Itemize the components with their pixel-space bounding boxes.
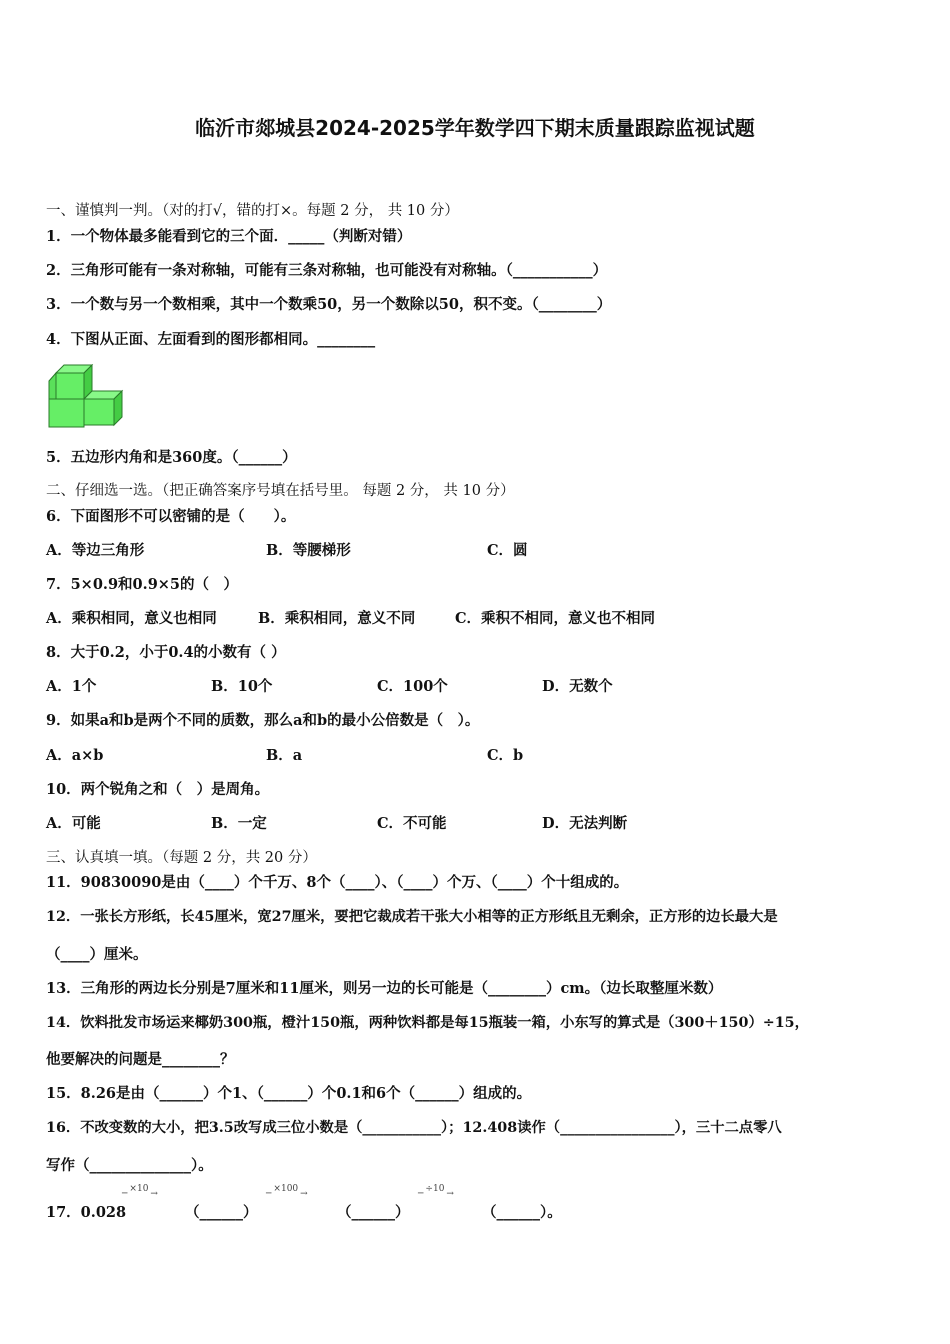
question-17-start: 17．0.028 — [46, 1204, 127, 1221]
question-6: 6．下面图形不可以密铺的是（ ）。 — [46, 508, 296, 525]
q9-option-b: B．a — [266, 747, 303, 764]
q10-option-c: C．不可能 — [377, 815, 447, 832]
q17-arrow-3-label: ÷10 — [425, 1184, 445, 1194]
q10-option-a: A．可能 — [46, 815, 101, 832]
q7-option-b: B．乘积相同，意义不同 — [258, 610, 416, 627]
question-5: 5．五边形内角和是360度。（______） — [46, 449, 297, 466]
q17-arrow-3: ─ ÷10 → — [418, 1184, 454, 1199]
question-3: 3．一个数与另一个数相乘，其中一个数乘50，另一个数除以50，积不变。（________） — [46, 296, 612, 313]
q8-option-d: D．无数个 — [542, 678, 613, 695]
section1-heading: 一、谨慎判一判。（对的打√，错的打×。每题 2 分， 共 10 分） — [46, 203, 459, 219]
q7-option-c: C．乘积不相同，意义也不相同 — [455, 610, 656, 627]
q17-arrow-2-label: ×100 — [273, 1184, 299, 1194]
question-15: 15．8.26是由（______）个1、（______）个0.1和6个（______）组成的。 — [46, 1085, 532, 1102]
question-11: 11．90830090是由（____）个千万、8个（____）、（____）个万、（____）个十组成的。 — [46, 874, 629, 891]
q17-blank-1: （______） — [185, 1204, 258, 1221]
q8-option-c: C．100个 — [377, 678, 448, 695]
q17-arrow-2: ─ ×100 → — [266, 1184, 308, 1199]
question-14-line1: 14．饮料批发市场运来椰奶300瓶，橙汁150瓶，两种饮料都是每15瓶装一箱，小东写的算式是（300＋150）÷15， — [46, 1015, 809, 1031]
cube-figure — [46, 364, 126, 430]
q6-option-b: B．等腰梯形 — [266, 542, 351, 559]
question-14-line2: 他要解决的问题是________？ — [46, 1051, 235, 1068]
q10-option-d: D．无法判断 — [542, 815, 628, 832]
question-16-line1: 16．不改变数的大小，把3.5改写成三位小数是（___________）；12.408读作（________________），三十二点零八 — [46, 1120, 782, 1136]
cube-left-front-face — [49, 399, 84, 427]
page-title: 临沂市郯城县2024-2025学年数学四下期末质量跟踪监视试题 — [195, 116, 755, 140]
q9-option-a: A．a×b — [46, 747, 104, 764]
question-4: 4．下图从正面、左面看到的图形都相同。________ — [46, 331, 376, 348]
question-13: 13．三角形的两边长分别是7厘米和11厘米，则另一边的长可能是（________）cm。（边长取整厘米数） — [46, 980, 723, 997]
cube-right-front-face — [84, 399, 114, 425]
question-9: 9．如果a和b是两个不同的质数，那么a和b的最小公倍数是（ ）。 — [46, 712, 480, 729]
q17-arrow-1-label: ×10 — [129, 1184, 149, 1194]
question-7: 7．5×0.9和0.9×5的（ ） — [46, 576, 239, 593]
q17-blank-2: （______） — [337, 1204, 410, 1221]
q8-option-b: B．10个 — [211, 678, 273, 695]
q7-option-a: A．乘积相同，意义也相同 — [46, 610, 217, 627]
q9-option-c: C．b — [487, 747, 524, 764]
question-16-line2: 写作（______________）。 — [46, 1157, 213, 1174]
q10-option-b: B．一定 — [211, 815, 267, 832]
question-10: 10．两个锐角之和（ ）是周角。 — [46, 781, 270, 798]
question-8: 8．大于0.2，小于0.4的小数有（ ） — [46, 644, 286, 661]
question-12-line2: （____）厘米。 — [46, 946, 148, 963]
question-2: 2．三角形可能有一条对称轴，可能有三条对称轴，也可能没有对称轴。（___________） — [46, 262, 608, 279]
question-1: 1．一个物体最多能看到它的三个面．_____（判断对错） — [46, 228, 412, 245]
section2-heading: 二、仔细选一选。（把正确答案序号填在括号里。 每题 2 分， 共 10 分） — [46, 483, 515, 499]
q8-option-a: A．1个 — [46, 678, 97, 695]
section3-heading: 三、认真填一填。（每题 2 分，共 20 分） — [46, 850, 317, 866]
cube-top-front-face — [56, 373, 84, 399]
q17-arrow-1: ─ ×10 → — [122, 1184, 158, 1199]
q6-option-a: A．等边三角形 — [46, 542, 145, 559]
q17-blank-3: （______）。 — [482, 1204, 562, 1221]
q6-option-c: C．圆 — [487, 542, 528, 559]
cube-left-edge — [49, 373, 56, 399]
question-12-line1: 12．一张长方形纸，长45厘米，宽27厘米，要把它裁成若干张大小相等的正方形纸且无剩余，正方形的边长最大是 — [46, 909, 778, 925]
